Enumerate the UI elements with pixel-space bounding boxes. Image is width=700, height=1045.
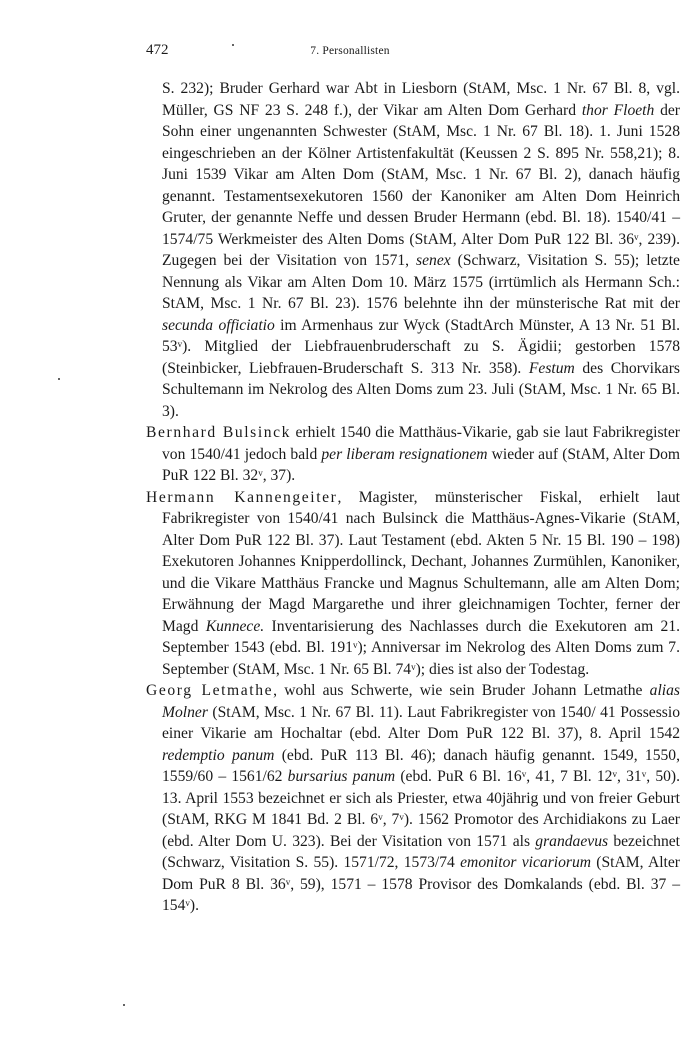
entry-georg-letmathe [146, 680, 680, 917]
italic-term: Kunnece. [205, 617, 265, 635]
speck-mark [123, 1004, 125, 1006]
verso-superscript: v [634, 231, 639, 242]
verso-superscript: v [411, 661, 416, 672]
verso-superscript: v [378, 812, 383, 822]
speck-mark [232, 44, 234, 46]
entry-bernhard-bulsinck [146, 422, 680, 487]
text-run: , 37). [262, 467, 296, 484]
text-run: bezeichnet (Schwarz, Visitation S. 55). 1571/72, 1573/74 [162, 832, 680, 871]
text-run: , 41, 7 Bl. 12 [526, 768, 613, 785]
italic-term: Festum [528, 359, 575, 377]
person-name: Hermann Kannengeiter [146, 488, 338, 506]
text-run: wieder auf (StAM, Alter Dom PuR 122 Bl. 32 [162, 445, 681, 484]
italic-term: senex [416, 252, 451, 269]
entry-continued [146, 78, 680, 422]
text-run: (StAM, Msc. 1 Nr. 67 Bl. 11). Laut Fabrikregister von 1540/ 41 Possessio einer Vikarie am Hochaltar (ebd. Alter Dom PuR 122 Bl. 37), 8. April 1542 [162, 703, 680, 742]
text-run: , 31 [616, 768, 642, 785]
text-run: , 239). Zugegen bei der Visitation von 1571, [162, 230, 680, 269]
italic-term: bursarius panum [287, 768, 396, 785]
italic-term: grandaevus [535, 832, 609, 850]
running-head: 7. Personallisten [310, 45, 390, 57]
verso-superscript: v [352, 640, 358, 650]
text-run: erhielt 1540 die Matthäus-Vikarie, gab sie laut Fabrikregister von 1540/41 jedoch bald [162, 424, 680, 463]
italic-term: secunda officiatio [162, 316, 275, 334]
text-run: Inventarisierung des Nachlasses durch die Exekutoren am 21. September 1543 (ebd. Bl. 191 [162, 617, 681, 656]
person-name: Bernhard Bulsinck [146, 424, 292, 441]
verso-superscript: v [285, 876, 291, 887]
text-run: , Magister, münsterischer Fiskal, erhielt laut Fabrikregister von 1540/41 nach Bulsinck die Matthäus-Agnes-Vikarie (StAM, Alter Dom PuR 122 Bl. 37). Laut Testament (ebd. Akten 5 Nr. 15 Bl. 190 – 198) Exekutoren Johannes Knipperdollinck, Dechant, Johannes Zurmühlen, Kanoniker, und die Vikare Matthäus Francke und Magnus Schultemann, alle am Alten Dom; Erwähnung der Magd Margarethe und ihrer gleichnamigen Tochter, ferner der Magd [162, 488, 680, 635]
text-run: (ebd. PuR 6 Bl. 16 [395, 768, 522, 785]
text-run: , 50). 13. April 1553 bezeichnet er sich als Priester, etwa 40jährig und von freier Geburt (StAM, RKG M 1841 Bd. 2 Bl. 6 [162, 768, 680, 828]
verso-superscript: v [521, 769, 527, 779]
verso-superscript: v [612, 769, 617, 779]
person-name: Georg Letmathe [146, 682, 274, 699]
text-run: des Chorvikars Schultemann im Nekrolog des Alten Doms zum 23. Juli (StAM, Msc. 1 Nr. 65 Bl. 3). [162, 359, 680, 420]
entry-hermann-kannengeiter [146, 487, 680, 681]
speck-mark [58, 378, 60, 380]
verso-superscript: v [641, 769, 647, 779]
text-run: S. 232); Bruder Gerhard war Abt in Liesborn (StAM, Msc. 1 Nr. 67 Bl. 8, vgl. Müller, GS NF 23 S. 248 f.), der Vikar am Alten Dom Gerhard [162, 80, 680, 119]
verso-superscript: v [258, 468, 263, 478]
text-block [146, 78, 680, 917]
verso-superscript: v [177, 339, 183, 349]
text-run: (ebd. PuR 113 Bl. 46); danach häufig genannt. 1549, 1550, 1559/60 – 1561/62 [162, 746, 681, 785]
text-run: ). Mitglied der Liebfrauenbruderschaft zu S. Ägidii; gestorben 1578 (Steinbicker, Liebfrauen-Bruderschaft S. 313 Nr. 358). [162, 338, 680, 377]
text-run: , 59), 1571 – 1578 Provisor des Domkalands (ebd. Bl. 37 – 154 [162, 875, 680, 914]
italic-term: redemptio panum [162, 746, 275, 764]
text-run: im Armenhaus zur Wyck (StadtArch Münster, A 13 Nr. 51 Bl. 53 [162, 316, 680, 355]
italic-term: thor Floeth [581, 101, 655, 119]
text-run: (Schwarz, Visitation S. 55); letzte Nennung als Vikar am Alten Dom 10. März 1575 (irrtümlich als Hermann Sch.: StAM, Msc. 1 Nr. 67 Bl. 23). 1576 belehnte ihn der münsterische Rat mit der [162, 252, 680, 312]
text-run: , wohl aus Schwerte, wie sein Bruder Johann Letmathe [273, 682, 650, 699]
text-run: (StAM, Alter Dom PuR 8 Bl. 36 [162, 854, 680, 893]
italic-term: alias Molner [162, 682, 680, 721]
text-run: ); Anniversar im Nekrolog des Alten Doms zum 7. September (StAM, Msc. 1 Nr. 65 Bl. 74 [162, 639, 680, 678]
verso-superscript: v [399, 812, 404, 822]
verso-superscript: v [185, 898, 190, 908]
text-run: ). [189, 897, 199, 914]
text-run: der Sohn einer ungenannten Schwester (StAM, Msc. 1 Nr. 67 Bl. 18). 1. Juni 1528 eingeschrieben an der Kölner Artistenfakultät (Keussen 2 S. 895 Nr. 558,21); 8. Juni 1539 Vikar am Alten Dom (StAM, Msc. 1 Nr. 67 Bl. 2), danach häufig genannt. Testamentsexekutoren 1560 der Kanoniker am Alten Dom Heinrich Gruter, der genannte Neffe und dessen Bruder Hermann (ebd. Bl. 18). 1540/41 – 1574/75 Werkmeister des Alten Doms (StAM, Alter Dom PuR 122 Bl. 36 [162, 101, 680, 248]
text-run: ). 1562 Promotor des Archidiakons zu Laer (ebd. Alter Dom U. 323). Bei der Visitation von 1571 als [162, 811, 680, 850]
italic-term: emonitor vicariorum [460, 854, 592, 871]
text-run: , 7 [382, 811, 400, 828]
italic-term: per liberam resignationem [321, 445, 488, 463]
text-run: ); dies ist also der Todestag. [415, 660, 590, 678]
page-number: 472 [146, 42, 169, 58]
